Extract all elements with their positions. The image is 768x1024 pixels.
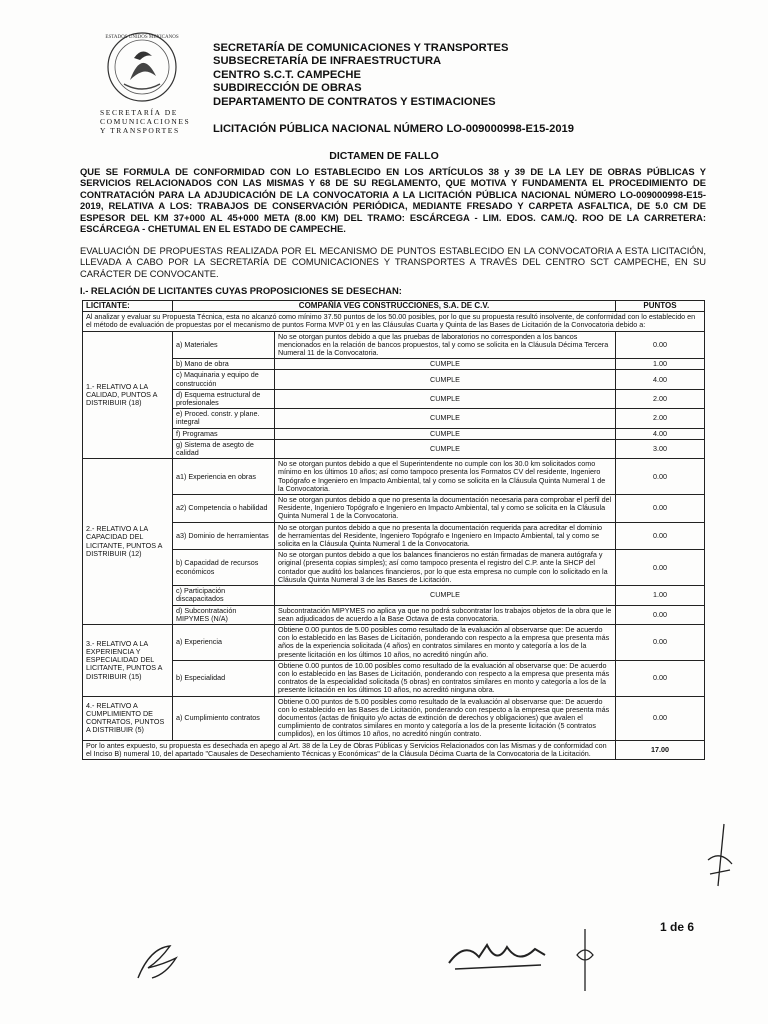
header-line: SECRETARÍA DE COMUNICACIONES Y TRANSPORTES: [213, 42, 509, 54]
table-row: [83, 605, 705, 624]
score-cell: 0.00: [616, 459, 705, 495]
score-cell: 4.00: [616, 428, 705, 439]
description-cell: CUMPLE: [275, 439, 616, 458]
table-row: [83, 331, 705, 359]
header-line: SUBDIRECCIÓN DE OBRAS: [213, 82, 362, 95]
national-seal-icon: [100, 28, 190, 106]
item-cell: b) Especialidad: [173, 660, 275, 696]
table-row: [83, 459, 705, 495]
item-cell: a2) Competencia o habilidad: [173, 495, 275, 523]
description-cell: No se otorgan puntos debido a que el Superintendente no cumple con los 30.0 km solicitados como mínimo en los últimos 10 años; así como tampoco presenta los Formatos CV del residente, Ingeniero Topógrafo e Ingeniero en Impacto Ambiental, tal y como se solicita en la Cláusula Quinta Numeral 1 de la Convocatoria.: [275, 459, 616, 495]
item-cell: c) Maquinaria y equipo de construcción: [173, 370, 275, 389]
total-score: 17.00: [616, 740, 705, 759]
category-cell: 3.- RELATIVO A LA EXPERIENCIA Y ESPECIALIDAD DEL LICITANTE, PUNTOS A DISTRIBUIR (15): [83, 624, 173, 696]
score-cell: 1.00: [616, 359, 705, 370]
item-cell: a) Materiales: [173, 331, 275, 359]
svg-text:ESTADOS UNIDOS MEXICANOS: ESTADOS UNIDOS MEXICANOS: [105, 35, 179, 40]
intro-paragraph: QUE SE FORMULA DE CONFORMIDAD CON LO ESTABLECIDO EN LOS ARTÍCULOS 38 y 39 DE LA LEY DE OBRAS PÚBLICAS Y SERVICIOS RELACIONADOS CON LAS MISMAS Y 68 DE SU REGLAMENTO, QUE MOTIVA Y FUNDAMENTA EL PROCEDIMIENTO DE CONTRATACIÓN PARA LA ADJUDICACIÓN DE LA CONVOCATORIA A LA LICITACIÓN PÚBLICA NACIONAL NÚMERO LO-009000998-E15-2019, RELATIVA A LOS: TRABAJOS DE CONSERVACIÓN PERIÓDICA, MEDIANTE FRESADO Y CARPETA ASFALTICA, DE 5.0 CM DE ESPESOR DEL KM 37+000 AL 45+000 META (8.00 KM) DEL TRAMO: ESCÁRCEGA - LIM. EDOS. CAM./Q. ROO DE LA CARRETERA: ESCÁRCEGA - CHETUMAL EN EL ESTADO DE CAMPECHE.: [80, 166, 706, 235]
intro-row: Al analizar y evaluar su Propuesta Técnica, esta no alcanzó como mínimo 37.50 puntos de los 50.00 posibles, por lo que su propuesta resultó insolvente, de conformidad con lo establecido en el método de evaluación de propuestas por el mecanismo de puntos Forma MVP 01 y en las Cláusulas Cuarta y Quinta de las Bases de Licitación de la Convocatoria debido a:: [83, 312, 705, 331]
table-row: [83, 522, 705, 550]
evaluation-paragraph: EVALUACIÓN DE PROPUESTAS REALIZADA POR EL MECANISMO DE PUNTOS ESTABLECIDO EN LA CONVOCATORIA A ESTA LICITACIÓN, LLEVADA A CABO POR LA SECRETARÍA DE COMUNICACIONES Y TRANSPORTES A TRAVÉS DEL CENTRO SCT CAMPECHE, EN SU CARÁCTER DE CONVOCANTE.: [80, 245, 706, 279]
item-cell: d) Esquema estructural de profesionales: [173, 389, 275, 408]
description-cell: No se otorgan puntos debido a que no presenta la documentación necesaria para comprobar el perfil del Residente, Ingeniero Topógrafo e Ingeniero en Impacto Ambiental, tal y como se solicita en la Cláusula Quinta Numeral 1 de la Convocatoria.: [275, 495, 616, 523]
item-cell: c) Participación discapacitados: [173, 586, 275, 605]
company-name: COMPAÑÍA VEG CONSTRUCCIONES, S.A. DE C.V.: [173, 301, 616, 312]
item-cell: g) Sistema de asegto de calidad: [173, 439, 275, 458]
description-cell: No se otorgan puntos debido a que las pruebas de laboratorios no corresponden a los bancos mencionados en la relación de bancos propuestos, tal y como se solicita en la Cláusula Décima Tercera Numeral 11 de la Convocatoria.: [275, 331, 616, 359]
signature-mark: [700, 820, 740, 890]
table-row: [83, 624, 705, 660]
description-cell: CUMPLE: [275, 586, 616, 605]
score-cell: 0.00: [616, 605, 705, 624]
description-cell: CUMPLE: [275, 409, 616, 428]
footer-text: Por lo antes expuesto, su propuesta es desechada en apego al Art. 38 de la Ley de Obras Públicas y Servicios Relacionados con las Mismas y de conformidad con el Inciso B) numeral 10, del apartado "Causales de Desechamiento Técnicas y Económicas" de la Cláusula Décima Cuarta de la Convocatoria de la Licitación.: [83, 740, 616, 759]
description-cell: Obtiene 0.00 puntos de 10.00 posibles como resultado de la evaluación al observarse que: De acuerdo con lo establecido en las Bases de Licitación, ponderando con respecto a la empresa que presenta más contratos de la especialidad solicitada (5 obras) en contratos similares en monto y categoría a los de la presente licitación en los últimos 10 años, no acreditó ninguna obra.: [275, 660, 616, 696]
header-line: SUBSECRETARÍA DE INFRAESTRUCTURA: [213, 55, 442, 68]
score-cell: 0.00: [616, 696, 705, 740]
item-cell: a) Experiencia: [173, 624, 275, 660]
item-cell: f) Programas: [173, 428, 275, 439]
item-cell: d) Subcontratación MIPYMES (N/A): [173, 605, 275, 624]
description-cell: CUMPLE: [275, 370, 616, 389]
score-cell: 2.00: [616, 409, 705, 428]
description-cell: No se otorgan puntos debido a que no presenta la documentación requerida para acreditar el dominio de herramientas del Residente, Ingeniero Topógrafo e Ingeniero en Impacto Ambiental, tal y como se solicita en la Cláusula Quinta Numeral 1 de la Convocatoria.: [275, 522, 616, 550]
score-cell: 0.00: [616, 550, 705, 586]
page-number: 1 de 6: [660, 920, 695, 934]
score-cell: 3.00: [616, 439, 705, 458]
table-row: [83, 495, 705, 523]
section-title: I.- RELACIÓN DE LICITANTES CUYAS PROPOSICIONES SE DESECHAN:: [80, 285, 402, 296]
description-cell: Subcontratación MIPYMES no aplica ya que no podrá subcontratar los trabajos objetos de la obra que le sean adjudicados de acuerdo a la Base Octava de esta convocatoria.: [275, 605, 616, 624]
signature-mark: [565, 925, 605, 995]
category-cell: 1.- RELATIVO A LA CALIDAD, PUNTOS A DISTRIBUIR (18): [83, 331, 173, 459]
header-line: DEPARTAMENTO DE CONTRATOS Y ESTIMACIONES: [213, 95, 496, 108]
agency-label: SECRETARÍA DE COMUNICACIONES Y TRANSPORTES: [100, 108, 191, 135]
score-cell: 0.00: [616, 660, 705, 696]
evaluation-table: [82, 300, 705, 760]
description-cell: CUMPLE: [275, 359, 616, 370]
description-cell: Obtiene 0.00 puntos de 5.00 posibles como resultado de la evaluación al observarse que: De acuerdo con lo establecido en las Bases de Licitación, ponderando con respecto a la empresa que presenta más años de la experiencia solicitada (4 años) en contratos similares en monto y categoría a los de la presente licitación en los últimos 10 años, no acreditó ningún año.: [275, 624, 616, 660]
table-row: [83, 550, 705, 586]
table-row: [83, 370, 705, 389]
score-cell: 0.00: [616, 495, 705, 523]
item-cell: a1) Experiencia en obras: [173, 459, 275, 495]
description-cell: No se otorgan puntos debido a que los balances financieros no están firmadas de manera autógrafa y original (presenta copias simples); así como tampoco presenta el registro del C.P. ante la SHCP del contador que auditó los balances financieros, por lo que esta empresa no cumple con lo solicitado en la Cláusula Quinta Numeral 3 de las Bases de Licitación.: [275, 550, 616, 586]
header-licitante: LICITANTE:: [83, 301, 173, 312]
table-row: [83, 439, 705, 458]
table-row: [83, 409, 705, 428]
licitacion-number: LICITACIÓN PÚBLICA NACIONAL NÚMERO LO-009000998-E15-2019: [213, 123, 574, 135]
table-row: [83, 696, 705, 740]
score-cell: 0.00: [616, 624, 705, 660]
signature-mark: [445, 935, 555, 975]
header-block: [213, 42, 508, 109]
footer-row: [83, 740, 705, 759]
item-cell: e) Proced. constr. y plane. integral: [173, 409, 275, 428]
category-cell: 2.- RELATIVO A LA CAPACIDAD DEL LICITANTE, PUNTOS A DISTRIBUIR (12): [83, 459, 173, 625]
description-cell: CUMPLE: [275, 389, 616, 408]
table-row: [83, 660, 705, 696]
item-cell: a3) Dominio de herramientas: [173, 522, 275, 550]
description-cell: CUMPLE: [275, 428, 616, 439]
category-cell: 4.- RELATIVO A CUMPLIMIENTO DE CONTRATOS, PUNTOS A DISTRIBUIR (5): [83, 696, 173, 740]
table-row: [83, 586, 705, 605]
score-cell: 4.00: [616, 370, 705, 389]
header-puntos: PUNTOS: [616, 301, 705, 312]
description-cell: Obtiene 0.00 puntos de 5.00 posibles como resultado de la evaluación al observarse que: De acuerdo con lo establecido en las Bases de Licitación, ponderando con respecto a la empresa que presenta más documentos (actas de finiquito y/o actas de extinción de derechos y obligaciones) que avalen el cumplimiento de contratos similares en monto y categoría a los de la presente licitación (5 contratos cumplidos), en los últimos 10 años, no acreditó ningún contrato.: [275, 696, 616, 740]
table-row: [83, 389, 705, 408]
table-row: [83, 359, 705, 370]
score-cell: 1.00: [616, 586, 705, 605]
signature-mark: [130, 938, 190, 986]
header-line: CENTRO S.C.T. CAMPECHE: [213, 68, 361, 81]
item-cell: a) Cumplimiento contratos: [173, 696, 275, 740]
score-cell: 0.00: [616, 522, 705, 550]
item-cell: b) Mano de obra: [173, 359, 275, 370]
score-cell: 0.00: [616, 331, 705, 359]
table-row: [83, 428, 705, 439]
document-title: DICTAMEN DE FALLO: [329, 150, 439, 162]
item-cell: b) Capacidad de recursos económicos: [173, 550, 275, 586]
score-cell: 2.00: [616, 389, 705, 408]
